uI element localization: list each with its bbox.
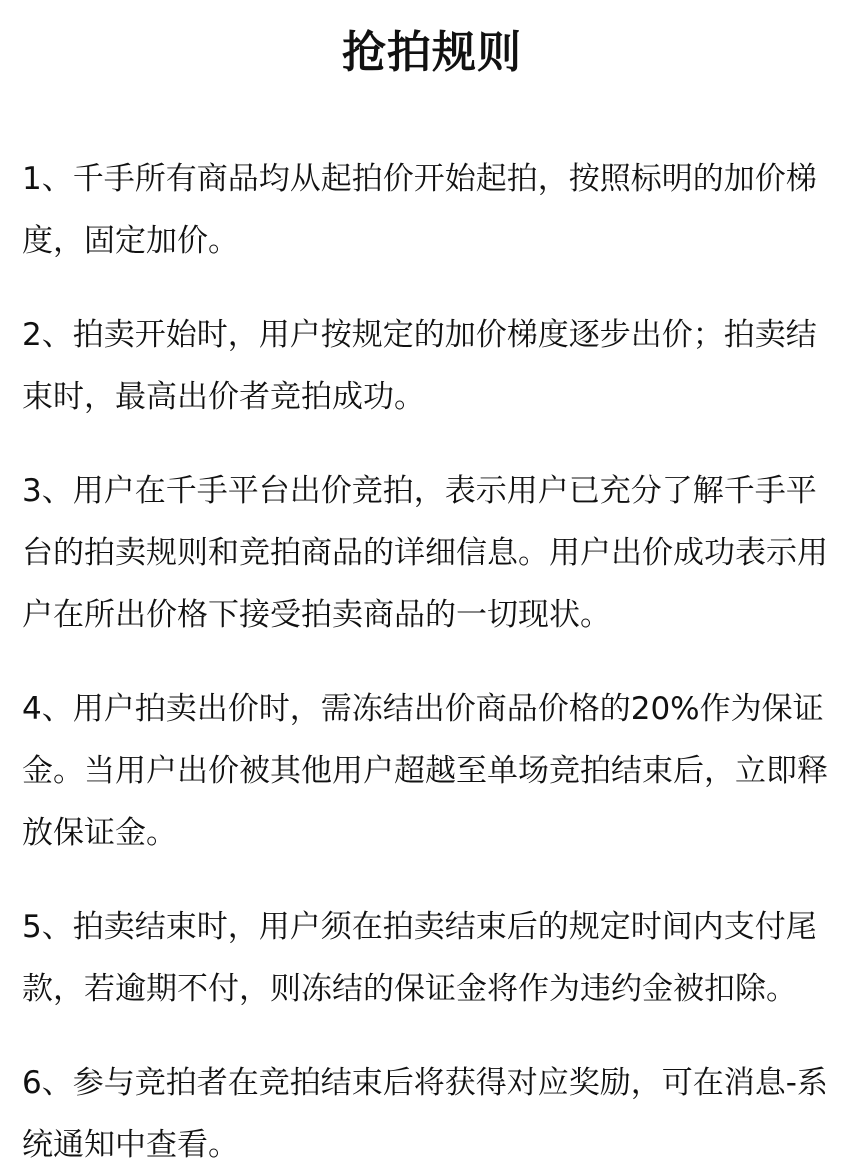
- rule-item-5: 5、拍卖结束时，用户须在拍卖结束后的规定时间内支付尾款，若逾期不付，则冻结的保证金将作为违约金被扣除。: [22, 909, 817, 1007]
- rule-item-2: 2、拍卖开始时，用户按规定的加价梯度逐步出价；拍卖结束时，最高出价者竞拍成功。: [22, 317, 817, 415]
- rule-item-4: 4、用户拍卖出价时，需冻结出价商品价格的20%作为保证金。当用户出价被其他用户超越至单场竞拍结束后，立即释放保证金。: [22, 691, 828, 851]
- rule-item-1: 1、千手所有商品均从起拍价开始起拍，按照标明的加价梯度，固定加价。: [22, 161, 817, 259]
- rules-list: [22, 148, 844, 1176]
- page-title: 抢拍规则: [342, 27, 522, 78]
- rule-item-3: 3、用户在千手平台出价竞拍，表示用户已充分了解千手平台的拍卖规则和竞拍商品的详细信息。用户出价成功表示用户在所出价格下接受拍卖商品的一切现状。: [22, 473, 828, 633]
- rule-item-6: 6、参与竞拍者在竞拍结束后将获得对应奖励，可在消息-系统通知中查看。: [22, 1065, 828, 1163]
